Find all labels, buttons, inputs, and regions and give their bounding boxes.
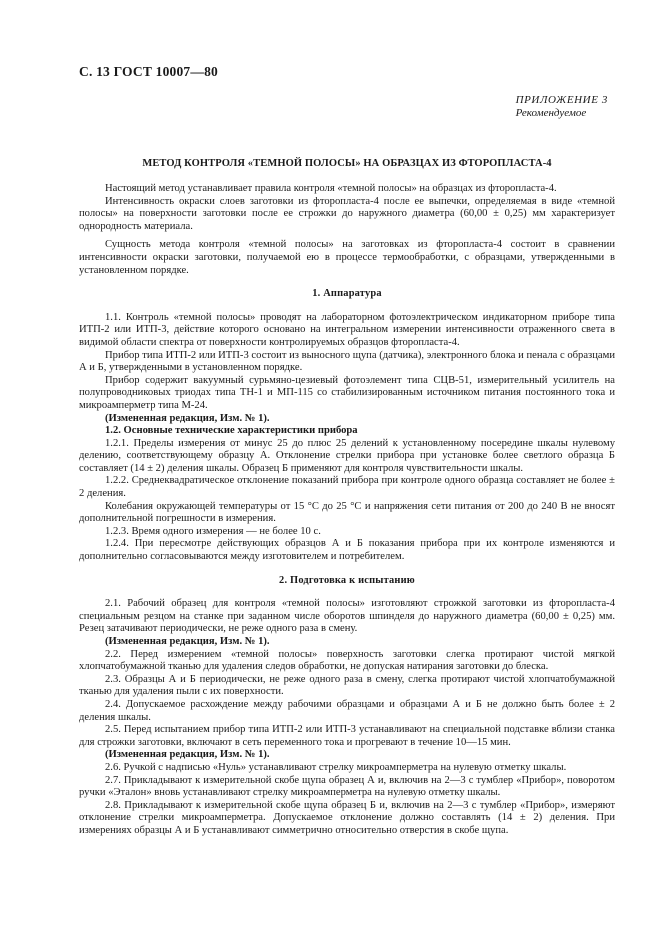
edition-note: (Измененная редакция, Изм. № 1). bbox=[105, 636, 270, 647]
paragraph-2-5: 2.5. Перед испытанием прибор типа ИТП-2 или ИТП-3 устанавливают на специальной подставке вблизи станка для строжки заготовки, включают в сеть переменного тока и прогревают в течение 10—15 мин. bbox=[79, 724, 615, 748]
section-heading: 1. Аппаратура bbox=[312, 288, 382, 300]
intro-paragraph: Интенсивность окраски слоев заготовки из фторопласта-4 после ее выпечки, определяемая в виде «темной полосы» на поверхности заготовки после ее строжки до наружного диаметра (60,00 ± 0,25) мм характеризует однородность материала. bbox=[79, 195, 615, 232]
paragraph-2-8: 2.8. Прикладывают к измерительной скобе щупа образец Б и, включив на 2—3 с тумблер «Прибор», измеряют отклонение стрелки микроамперметра. Допускаемое отклонение должно составлять (14 ± 2) деления. При измерениях образцы А и Б устанавливают симметрично относительно отверстия в скобе щупа. bbox=[79, 799, 615, 836]
paragraph-1-2-3: 1.2.3. Время одного измерения — не более 10 с. bbox=[105, 525, 321, 537]
paragraph-1-2-1: 1.2.1. Пределы измерения от минус 25 до плюс 25 делений к установленному посередине шкалы нулевому делению, соответствующему образцу А. Отклонение стрелки прибора при установке более светлого образца Б составляет (14 ± 2) деления шкалы. Образец Б применяют для контроля чувствительности шкалы. bbox=[79, 437, 615, 474]
intro-paragraph: Настоящий метод устанавливает правила контроля «темной полосы» на образцах из фторопласта-4. bbox=[105, 183, 557, 194]
appendix-label bbox=[516, 94, 608, 120]
intro-paragraph: Сущность метода контроля «темной полосы» на заготовках из фторопласта-4 состоит в сравнении интенсивности окраски заготовки, получаемой ею в процессе термообработки, с образцами, утвержденными в установленном порядке. bbox=[79, 239, 615, 276]
paragraph-2-1: 2.1. Рабочий образец для контроля «темной полосы» изготовляют строжкой заготовки из фторопласта-4 специальным резцом на станке при заданном числе оборотов шпинделя до наружного диаметра (60,00 ± 0,25) мм. Резец затачивают периодически, не реже одного раза в смену. bbox=[79, 598, 615, 635]
appendix-status: Рекомендуемое bbox=[515, 107, 587, 119]
paragraph-2-2: 2.2. Перед измерением «темной полосы» поверхность заготовки слегка протирают чистой мягкой хлопчатобумажной тканью для удаления следов обработки, не допуская натирания заготовки до блеска. bbox=[79, 648, 615, 673]
paragraph-1-1b: Прибор типа ИТП-2 или ИТП-3 состоит из выносного щупа (датчика), электронного блока и пенала с образцами А и Б, утвержденными в установленном порядке. bbox=[79, 349, 615, 374]
paragraph-1-2-4: 1.2.4. При пересмотре действующих образцов А и Б показания прибора при их контроле изменяются и дополнительно согласовываются между изготовителем и потребителем. bbox=[79, 538, 615, 563]
paragraph-1-2-2b: Колебания окружающей температуры от 15 °С до 25 °С и напряжения сети питания от 200 до 240 В не вносят дополнительной погрешности в измерения. bbox=[79, 500, 615, 525]
document-title: МЕТОД КОНТРОЛЯ «ТЕМНОЙ ПОЛОСЫ» НА ОБРАЗЦАХ ИЗ ФТОРОПЛАСТА-4 bbox=[142, 158, 552, 169]
paragraph-2-3: 2.3. Образцы А и Б периодически, не реже одного раза в смену, слегка протирают чистой хлопчатобумажной тканью для удаления пыли с их поверхности. bbox=[79, 673, 615, 698]
paragraph-2-6: 2.6. Ручкой с надписью «Нуль» устанавливают стрелку микроамперметра на нулевую отметку шкалы. bbox=[105, 761, 567, 773]
paragraph-2-7: 2.7. Прикладывают к измерительной скобе щупа образец А и, включив на 2—3 с тумблер «Прибор», поворотом ручки «Эталон» вновь устанавливают стрелку микроамперметра на нулевую отметку шкалы. bbox=[79, 774, 615, 799]
document-body bbox=[79, 183, 615, 838]
section-heading: 2. Подготовка к испытанию bbox=[279, 574, 415, 586]
appendix-number: ПРИЛОЖЕНИЕ 3 bbox=[515, 94, 608, 106]
paragraph-1-2-2: 1.2.2. Среднеквадратическое отклонение показаний прибора при контроле одного образца составляет не более ± 2 деления. bbox=[79, 475, 615, 500]
page-header: С. 13 ГОСТ 10007—80 bbox=[79, 64, 218, 79]
edition-note: (Измененная редакция, Изм. № 1). bbox=[105, 412, 270, 424]
paragraph-1-1: 1.1. Контроль «темной полосы» проводят на лабораторном фотоэлектрическом индикаторном приборе типа ИТП-2 или ИТП-3, действие которого основано на интегральном измерении интенсивности отраженного света в видимой области спектра от поверхности контролируемых образцов фторопласта-4. bbox=[79, 311, 615, 348]
paragraph-1-2: 1.2. Основные технические характеристики прибора bbox=[105, 425, 358, 437]
paragraph-2-4: 2.4. Допускаемое расхождение между рабочими образцами и образцами А и Б не должно быть более ± 2 деления шкалы. bbox=[79, 698, 615, 723]
paragraph-1-1c: Прибор содержит вакуумный сурьмяно-цезиевый фотоэлемент типа СЦВ-51, измерительный усилитель на полупроводниковых триодах типа ТН-1 и МП-115 со стабилизированным источником питания постоянного тока и микроамперметр типа М-24. bbox=[79, 374, 615, 411]
edition-note: (Измененная редакция, Изм. № 1). bbox=[105, 749, 270, 761]
